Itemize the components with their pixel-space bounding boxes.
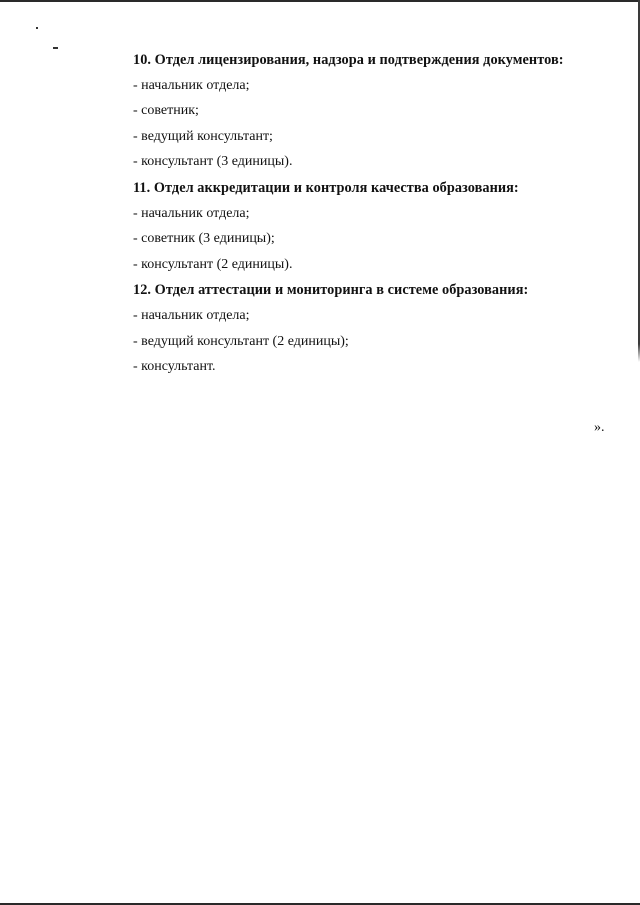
staff-position: - начальник отдела; <box>133 77 250 93</box>
list-item <box>133 101 603 127</box>
scan-edge-top <box>0 0 640 2</box>
staff-position: - начальник отдела; <box>133 307 250 323</box>
closing-quote-mark: ». <box>594 420 605 435</box>
staff-position: - советник; <box>133 103 199 119</box>
section-heading-10: 10. Отдел лицензирования, надзора и подтверждения документов: <box>133 52 564 68</box>
scan-speck <box>53 47 58 49</box>
section-heading-11: 11. Отдел аккредитации и контроля качества образования: <box>133 179 519 196</box>
staff-position: - начальник отдела; <box>133 205 250 221</box>
list-item <box>133 229 603 255</box>
list-item <box>133 127 603 153</box>
section-heading-12: 12. Отдел аттестации и мониторинга в системе образования: <box>133 282 529 299</box>
staff-position: - ведущий консультант (2 единицы); <box>133 333 349 349</box>
list-item <box>133 204 603 230</box>
section-heading-row <box>133 50 603 76</box>
staff-position: - советник (3 единицы); <box>133 231 275 247</box>
document-body <box>133 50 603 383</box>
list-item <box>133 76 603 102</box>
staff-position: - консультант. <box>133 359 216 375</box>
section-heading-row <box>133 280 603 306</box>
list-item <box>133 152 603 178</box>
list-item <box>133 255 603 281</box>
staff-position: - консультант (2 единицы). <box>133 256 293 272</box>
scan-speck <box>36 27 38 29</box>
list-item <box>133 357 603 383</box>
list-item <box>133 332 603 358</box>
staff-position: - консультант (3 единицы). <box>133 154 293 170</box>
staff-position: - ведущий консультант; <box>133 128 273 144</box>
list-item <box>133 306 603 332</box>
section-heading-row <box>133 178 603 204</box>
